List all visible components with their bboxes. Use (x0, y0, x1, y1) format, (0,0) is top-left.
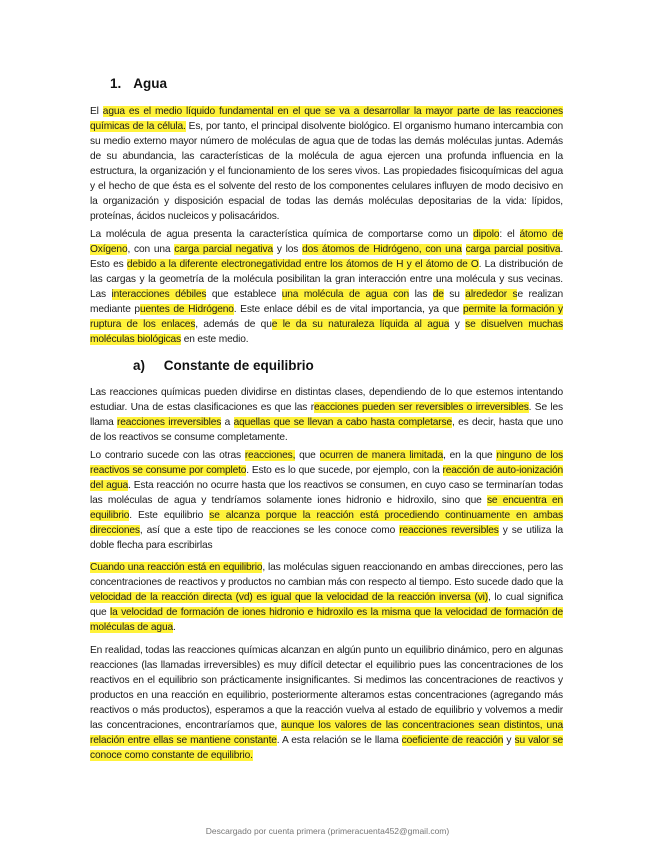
text-run: en este medio. (181, 334, 249, 345)
paragraph-5 (90, 560, 563, 635)
text-run: y se utiliza la doble flecha para escribirlas (90, 525, 564, 551)
text-run: y (449, 319, 466, 330)
text-run: Las reacciones químicas pueden dividirse en distintas clases, dependiendo de lo que estemos intentando estudiar. Una de estas clasificaciones es que las r (90, 387, 563, 413)
highlighted-text: ocurren de manera limitada (319, 450, 444, 461)
text-run: , las moléculas siguen reaccionando en ambas direcciones, pero las concentraciones de reactivos y productos no cambian más con respecto al tiempo. Esto sucede dado que la (90, 562, 563, 588)
highlighted-text: coeficiente de reacción (401, 735, 504, 746)
highlighted-text: eacciones pueden ser reversibles o irreversibles (313, 402, 529, 413)
highlighted-text: agua es el medio líquido fundamental en el que se va a desarrollar la mayor parte de las reacciones químicas de la célula. (90, 106, 563, 132)
text-run: que (295, 450, 320, 461)
text-run: su (443, 289, 466, 300)
highlighted-text: reacciones reversibles (399, 525, 499, 536)
text-run: La molécula de agua presenta la característica química de comportarse como un (90, 229, 474, 240)
section-number: 1. (110, 76, 122, 91)
highlighted-text: dipolo (473, 229, 500, 240)
highlighted-text: reacción de auto-ionización del agua (90, 465, 563, 491)
text-run: , además de qu (195, 319, 272, 330)
text-run: , lo cual significa que (90, 592, 563, 618)
text-run (462, 244, 466, 255)
text-run: . Esto es lo que sucede, por ejemplo, con la (246, 465, 443, 476)
highlighted-text: e le da su naturaleza líquida al agua (271, 319, 450, 330)
subsection-title: Constante de equilibrio (163, 358, 314, 373)
text-run: , con una (127, 244, 175, 255)
text-run: que establece (206, 289, 282, 300)
highlighted-text: de (432, 289, 444, 300)
text-run: e realizan mediante p (90, 289, 563, 315)
text-run: las (409, 289, 433, 300)
text-run: En realidad, todas las reacciones químicas alcanzan en algún punto un equilibrio dinámico, pero en algunas reacciones (las llamadas irreversibles) es muy difícil detectar el equilibrio pues las concentraciones de los reactivos en el equilibrio son prácticamente insignificantes. Si medimos las concentraciones de reactivos y productos en una reacción en equilibrio, posteriormente alteramos estas concentraciones (agregando más reactivos o más productos), esperamos a que la reacción vuelva al estado de equilibrio y volvemos a medir las concentraciones, encontraríamos que, (90, 645, 563, 731)
section-heading (110, 76, 167, 91)
download-footer: Descargado por cuenta primera (primeracuenta452@gmail.com) (205, 826, 450, 836)
highlighted-text: átomo de Oxígeno (90, 229, 564, 255)
paragraph-4 (90, 448, 563, 553)
highlighted-text: reacciones irreversibles (117, 417, 222, 428)
highlighted-text: uentes de Hidrógeno (139, 304, 234, 315)
highlighted-text: su valor se conoce como constante de equilibrio. (90, 735, 563, 761)
highlighted-text: debido a la diferente electronegatividad entre los átomos de H y el átomo de O (126, 259, 479, 270)
highlighted-text: carga parcial negativa (174, 244, 273, 255)
text-run: a (221, 417, 234, 428)
subsection-number: a) (133, 358, 146, 373)
highlighted-text: carga parcial positiva (465, 244, 561, 255)
text-run: El (90, 106, 103, 117)
highlighted-text: dos átomos de Hidrógeno, con una (302, 244, 462, 255)
text-run: . (172, 622, 176, 633)
highlighted-text: una molécula de agua con (281, 289, 410, 300)
text-run: . Este enlace débil es de vital importancia, ya que (233, 304, 463, 315)
text-run: . Esto es (90, 244, 564, 270)
highlighted-text: alrededor s (465, 289, 518, 300)
text-run: . La distribución de las cargas y la geometría de la molécula posibilitan la gran interacción entre una molécula y sus vecinas. Las (90, 259, 563, 300)
text-run: , así que a este tipo de reacciones se les conoce como (139, 525, 400, 536)
highlighted-text: Cuando una reacción está en equilibrio (90, 562, 263, 573)
text-run: y los (272, 244, 303, 255)
section-title: Agua (133, 76, 167, 91)
highlighted-text: reacciones, (244, 450, 296, 461)
text-run: : el (499, 229, 520, 240)
highlighted-text: se alcanza porque la reacción está procediendo continuamente en ambas direcciones (90, 510, 563, 536)
text-run: , es decir, hasta que uno de los reactivos se consume completamente. (90, 417, 563, 443)
highlighted-text: permite la formación y ruptura de los enlaces (90, 304, 563, 330)
text-run: Es, por tanto, el principal disolvente biológico. El organismo humano intercambia con su medio externo mayor número de moléculas de agua que de todas las demás moléculas juntas. Además de su abundancia, las características de la molécula de agua ejercen una profunda influencia en la estructura, la organización y el funcionamiento de los seres vivos. Las propiedades fisicoquímicas del agua y el hecho de que ésta es el solvente del resto de los componentes celulares influyen de modo decisivo en la organización y disposición espacial de todas las demás moléculas depositarias de la vida: lípidos, proteínas, ácidos nucleicos y polisacáridos. (90, 121, 563, 222)
paragraph-2 (90, 227, 563, 347)
paragraph-1 (90, 104, 563, 224)
highlighted-text: aunque los valores de las concentraciones sean distintos, una relación entre ellas se mantiene constante (90, 720, 563, 746)
text-run: . A esta relación se le llama (276, 735, 402, 746)
highlighted-text: se disuelven muchas moléculas biológicas (90, 319, 563, 345)
highlighted-text: velocidad de la reacción directa (vd) es igual que la velocidad de la reacción inversa (vi) (90, 592, 489, 603)
highlighted-text: la velocidad de formación de iones hidronio e hidroxilo es la misma que la velocidad de formación de moléculas de agua (90, 607, 563, 633)
text-run: . Se les llama (90, 402, 564, 428)
paragraph-3 (90, 385, 563, 445)
highlighted-text: interacciones débiles (111, 289, 207, 300)
subsection-heading (133, 358, 314, 373)
highlighted-text: aquellas que se llevan a cabo hasta completarse (233, 417, 453, 428)
text-run: . Este equilibrio (129, 510, 210, 521)
text-run: . Esta reacción no ocurre hasta que los reactivos se consumen, en cuyo caso se terminarían todas las moléculas de agua y tendríamos solamente iones hidronio e hidroxilo, sino que (90, 480, 563, 506)
text-run: y (503, 735, 515, 746)
highlighted-text: ninguno de los reactivos se consume por completo (90, 450, 563, 476)
highlighted-text: se encuentra en equilibrio (90, 495, 563, 521)
text-run: , en la que (443, 450, 497, 461)
paragraph-6 (90, 643, 563, 763)
text-run: Lo contrario sucede con las otras (90, 450, 245, 461)
